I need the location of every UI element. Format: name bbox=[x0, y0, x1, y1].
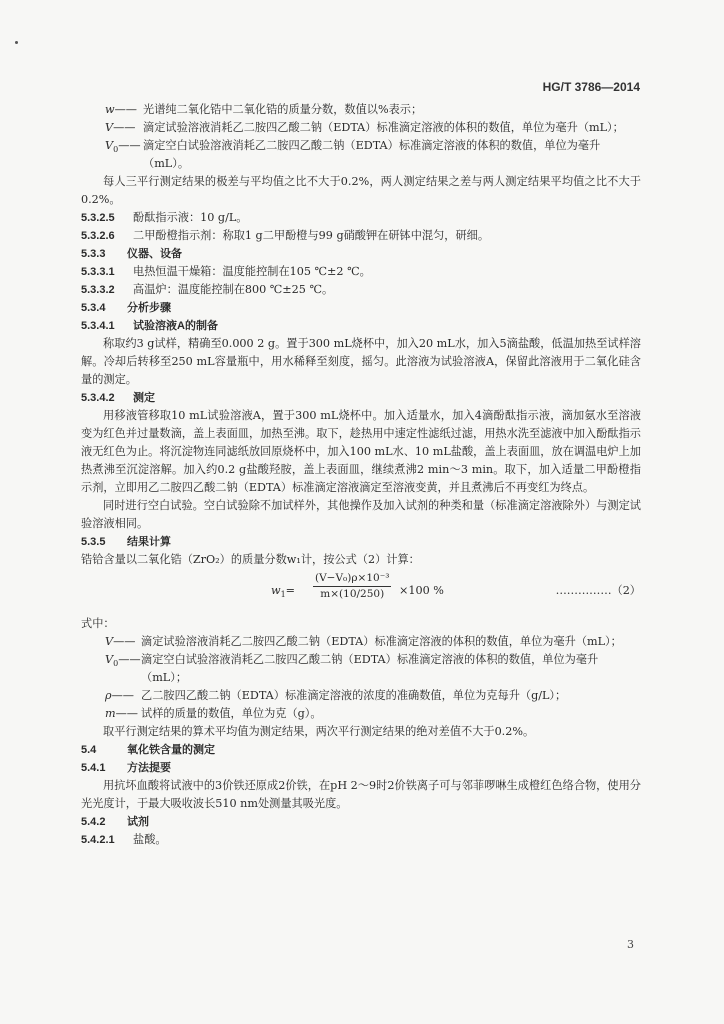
definition-rho bbox=[105, 687, 641, 705]
definition-m bbox=[105, 705, 641, 723]
precision-paragraph: 每人三平行测定结果的极差与平均值之比不大于0.2%，两人测定结果之差与两人测定结果平均值之比不大于0.2%。 bbox=[81, 175, 641, 206]
section-number: 5.3.2.6 bbox=[81, 230, 115, 242]
section-5-3-3-1 bbox=[81, 263, 641, 281]
section-number: 5.4.2 bbox=[81, 816, 106, 828]
scan-speck bbox=[15, 41, 18, 44]
section-title: 氧化铁含量的测定 bbox=[127, 744, 215, 756]
section-5-3-4-1 bbox=[81, 317, 641, 335]
definition-v bbox=[105, 633, 641, 651]
paragraph-parallel-results: 取平行测定结果的算术平均值为测定结果，两次平行测定结果的绝对差值不大于0.2%。 bbox=[103, 725, 535, 738]
section-title: 试验溶液A的制备 bbox=[133, 320, 218, 332]
section-title: 方法提要 bbox=[127, 762, 171, 774]
formula-denominator: m×(10/250) bbox=[320, 588, 385, 600]
standard-code-header: HG/T 3786—2014 bbox=[542, 80, 640, 94]
section-5-4 bbox=[81, 741, 641, 759]
paragraph-determination: 用移液管移取10 mL试验溶液A，置于300 mL烧杯中。加入适量水，加入4滴酚酞指示液，滴加氨水至溶液变为红色并过量数滴，盖上表面皿，加热至沸。取下，趁热用中速定性滤纸过滤，用热水洗至滤液中加入酚酞指示液无红色为止。将沉淀物连同滤纸放回原烧杯中，加入100 mL水、10 mL盐酸，盖上表面皿，放在调温电炉上加热煮沸至沉淀溶解。加入约0.2 g盐酸羟胺，盖上表面皿，继续煮沸2 min～3 min。取下，加入适量二甲酚橙指示剂，立即用乙二胺四乙酸二钠（EDTA）标准滴定溶液滴定至溶液变黄，并且煮沸后不再变红为终点。 bbox=[81, 409, 641, 494]
formula-numerator: (V−V₀)ρ×10⁻³ bbox=[313, 571, 391, 587]
paragraph-blank-test: 同时进行空白试验。空白试验除不加试样外，其他操作及加入试剂的种类和量（标准滴定溶液除外）与测定试验溶液相同。 bbox=[81, 499, 641, 530]
section-5-3-3 bbox=[81, 245, 641, 263]
section-text: 酚酞指示液：10 g/L。 bbox=[133, 211, 248, 224]
definition-text: 滴定试验溶液消耗乙二胺四乙酸二钠（EDTA）标准滴定溶液的体积的数值，单位为毫升（mL）； bbox=[143, 121, 624, 134]
paragraph-5-3-4-1: 称取约3 g试样，精确至0.000 2 g。置于300 mL烧杯中，加入20 mL水，加入5滴盐酸，低温加热至试样溶解。冷却后转移至250 mL容量瓶中，用水稀释至刻度，摇匀。此溶液为试验溶液A，保留此溶液用于二氧化硅含量的测定。 bbox=[81, 337, 641, 386]
paragraph-formula-intro: 锆铪含量以二氧化锆（ZrO₂）的质量分数w₁计，按公式（2）计算： bbox=[81, 553, 420, 566]
symbol: $V_0——$ bbox=[105, 139, 141, 155]
section-number: 5.3.3 bbox=[81, 248, 106, 260]
section-number: 5.3.2.5 bbox=[81, 212, 115, 224]
section-number: 5.3.4 bbox=[81, 302, 106, 314]
definition-text: 光谱纯二氧化锆中二氧化锆的质量分数，数值以%表示； bbox=[143, 103, 423, 116]
formula-fraction bbox=[313, 571, 391, 602]
section-title: 试剂 bbox=[127, 816, 149, 828]
section-5-3-5 bbox=[81, 533, 641, 551]
definition-v bbox=[105, 119, 641, 137]
definition-v0 bbox=[105, 651, 641, 687]
section-number: 5.3.3.1 bbox=[81, 266, 115, 278]
definition-v0 bbox=[105, 137, 641, 173]
section-number: 5.4.1 bbox=[81, 762, 106, 774]
section-title: 结果计算 bbox=[127, 536, 171, 548]
section-5-3-3-2 bbox=[81, 281, 641, 299]
formula-tail: ×100 % bbox=[399, 584, 444, 597]
page-number: 3 bbox=[627, 938, 634, 951]
section-5-3-4-2 bbox=[81, 389, 641, 407]
section-number: 5.3.3.2 bbox=[81, 284, 115, 296]
section-5-3-2-6 bbox=[81, 227, 641, 245]
section-number: 5.3.5 bbox=[81, 536, 106, 548]
section-number: 5.4 bbox=[81, 744, 97, 756]
section-title: 分析步骤 bbox=[127, 302, 171, 314]
formula-lhs: $w_1=$ bbox=[271, 584, 296, 600]
symbol: w—— bbox=[105, 103, 137, 116]
symbol: $V_0——$ bbox=[105, 653, 141, 669]
symbol: ρ—— bbox=[105, 689, 134, 702]
paragraph-method-summary: 用抗坏血酸将试液中的3价铁还原成2价铁，在pH 2～9时2价铁离子可与邻菲啰啉生成橙红色络合物，使用分光光度计，于最大吸收波长510 nm处测量其吸光度。 bbox=[81, 779, 641, 810]
definition-text: 试样的质量的数值，单位为克（g）。 bbox=[141, 707, 322, 720]
section-5-3-4 bbox=[81, 299, 641, 317]
symbol: V—— bbox=[105, 635, 136, 648]
definition-w bbox=[105, 101, 641, 119]
section-text: 盐酸。 bbox=[133, 833, 167, 846]
section-text: 电热恒温干燥箱：温度能控制在105 ℃±2 ℃。 bbox=[133, 265, 371, 278]
formula-2 bbox=[81, 569, 641, 615]
section-title: 仪器、设备 bbox=[127, 248, 182, 260]
formula-number: ……………（2） bbox=[555, 584, 641, 597]
section-5-4-1 bbox=[81, 759, 641, 777]
section-5-3-2-5 bbox=[81, 209, 641, 227]
section-5-4-2-1 bbox=[81, 831, 641, 849]
symbol: m—— bbox=[105, 707, 138, 720]
document-body bbox=[81, 101, 641, 849]
section-number: 5.3.4.1 bbox=[81, 320, 115, 332]
definition-text: 滴定空白试验溶液消耗乙二胺四乙酸二钠（EDTA）标准滴定溶液的体积的数值，单位为毫升（mL）； bbox=[141, 653, 599, 684]
section-text: 高温炉：温度能控制在800 ℃±25 ℃。 bbox=[133, 283, 334, 296]
section-number: 5.4.2.1 bbox=[81, 834, 115, 846]
definition-text: 滴定空白试验溶液消耗乙二胺四乙酸二钠（EDTA）标准滴定溶液的体积的数值，单位为毫升（mL）。 bbox=[143, 139, 601, 170]
symbol: V—— bbox=[105, 121, 136, 134]
section-number: 5.3.4.2 bbox=[81, 392, 115, 404]
where-label: 式中： bbox=[81, 617, 115, 630]
section-5-4-2 bbox=[81, 813, 641, 831]
section-title: 测定 bbox=[133, 392, 155, 404]
definition-text: 滴定试验溶液消耗乙二胺四乙酸二钠（EDTA）标准滴定溶液的体积的数值，单位为毫升（mL）； bbox=[141, 635, 622, 648]
section-text: 二甲酚橙指示剂：称取1 g二甲酚橙与99 g硝酸钾在研钵中混匀，研细。 bbox=[133, 229, 490, 242]
definition-text: 乙二胺四乙酸二钠（EDTA）标准滴定溶液的浓度的准确数值，单位为克每升（g/L）； bbox=[141, 689, 567, 702]
